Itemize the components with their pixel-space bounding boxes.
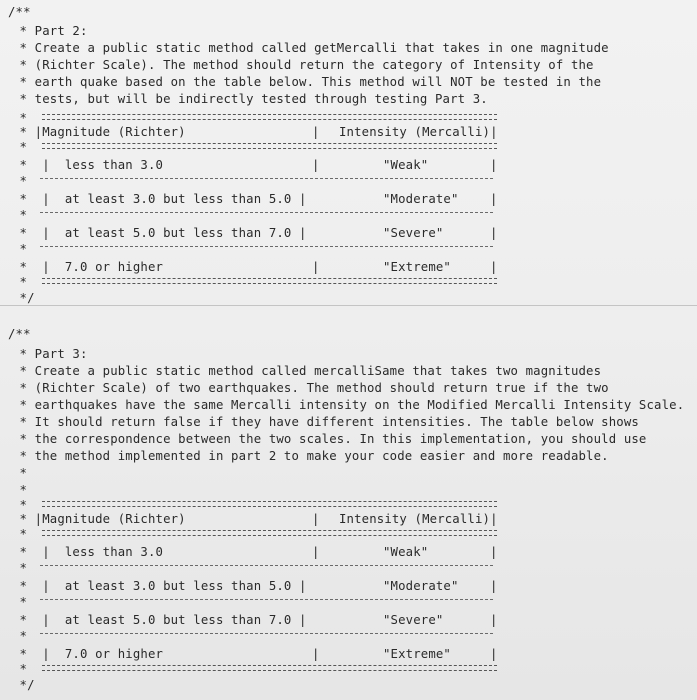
part2-text-line: * (Richter Scale). The method should return the category of Intensity of the <box>12 58 594 72</box>
part3-header-sep: | <box>312 512 320 526</box>
part3-row-magnitude: * | less than 3.0 <box>12 545 164 559</box>
part2-row-intensity: "Moderate" <box>383 192 459 206</box>
part2-row-divider <box>40 246 493 248</box>
part3-text-line: * <box>12 483 28 497</box>
part2-row-sep: | <box>312 260 320 274</box>
part3-star: * <box>12 662 28 676</box>
part3-text-line: * earthquakes have the same Mercalli intensity on the Modified Mercalli Intensity Scale. <box>12 398 685 412</box>
part3-row-divider <box>40 633 493 635</box>
part3-table-header-rule <box>42 530 497 536</box>
part3-row-intensity: "Weak" <box>383 545 429 559</box>
part2-row-end: | <box>490 158 498 172</box>
part3-star: * <box>12 498 28 512</box>
part3-row-sep: | <box>312 545 320 559</box>
part2-comment-close: */ <box>12 291 35 305</box>
part2-text-line: * earth quake based on the table below. This method will NOT be tested in the <box>12 75 602 89</box>
part2-row-divider <box>40 178 493 180</box>
part3-star: * <box>12 561 28 575</box>
part3-text-line: * the method implemented in part 2 to make your code easier and more readable. <box>12 449 609 463</box>
part3-row-intensity: "Severe" <box>383 613 444 627</box>
part3-header-intensity: Intensity (Mercalli)| <box>339 512 498 526</box>
part2-comment-open: /** <box>8 5 31 19</box>
part2-star: * <box>12 275 28 289</box>
part3-row-magnitude: * | 7.0 or higher <box>12 647 164 661</box>
part2-row-intensity: "Weak" <box>383 158 429 172</box>
part3-text-line: * Part 3: <box>12 347 88 361</box>
part3-star: * <box>12 527 28 541</box>
part2-row-end: | <box>490 260 498 274</box>
part3-row-end: | <box>490 613 498 627</box>
part3-row-magnitude: * | at least 3.0 but less than 5.0 | <box>12 579 307 593</box>
part2-star: * <box>12 111 28 125</box>
part3-header-magnitude: * |Magnitude (Richter) <box>12 512 186 526</box>
part3-text-line: * <box>12 466 28 480</box>
part2-row-divider <box>40 212 493 214</box>
part2-table-bottom-rule <box>42 278 497 284</box>
part2-header-magnitude: * |Magnitude (Richter) <box>12 125 186 139</box>
part2-row-end: | <box>490 226 498 240</box>
part3-row-divider <box>40 599 493 601</box>
part2-text-line: * Create a public static method called getMercalli that takes in one magnitude <box>12 41 609 55</box>
part3-row-end: | <box>490 579 498 593</box>
part2-row-intensity: "Extreme" <box>383 260 451 274</box>
part2-row-magnitude: * | at least 3.0 but less than 5.0 | <box>12 192 307 206</box>
part2-text-line: * tests, but will be indirectly tested through testing Part 3. <box>12 92 488 106</box>
part3-star: * <box>12 629 28 643</box>
part3-star: * <box>12 595 28 609</box>
part2-row-sep: | <box>312 158 320 172</box>
part3-text-line: * (Richter Scale) of two earthquakes. The method should return true if the two <box>12 381 609 395</box>
part3-row-divider <box>40 565 493 567</box>
part3-table-top-rule <box>42 501 497 507</box>
part3-row-intensity: "Extreme" <box>383 647 451 661</box>
part2-header-sep: | <box>312 125 320 139</box>
part3-table-bottom-rule <box>42 665 497 671</box>
separator-line <box>0 305 697 306</box>
part3-row-end: | <box>490 545 498 559</box>
part2-header-intensity: Intensity (Mercalli)| <box>339 125 498 139</box>
part3-row-intensity: "Moderate" <box>383 579 459 593</box>
part3-row-end: | <box>490 647 498 661</box>
part3-text-line: * Create a public static method called mercalliSame that takes two magnitudes <box>12 364 602 378</box>
part3-text-line: * the correspondence between the two scales. In this implementation, you should use <box>12 432 647 446</box>
part2-row-intensity: "Severe" <box>383 226 444 240</box>
part2-row-magnitude: * | at least 5.0 but less than 7.0 | <box>12 226 307 240</box>
part3-comment-close: */ <box>12 678 35 692</box>
part2-star: * <box>12 208 28 222</box>
part2-text-line: * Part 2: <box>12 24 88 38</box>
part2-star: * <box>12 140 28 154</box>
part2-row-magnitude: * | less than 3.0 <box>12 158 164 172</box>
part3-comment-open: /** <box>8 327 31 341</box>
part3-row-sep: | <box>312 647 320 661</box>
part3-text-line: * It should return false if they have different intensities. The table below shows <box>12 415 639 429</box>
part2-star: * <box>12 242 28 256</box>
part2-star: * <box>12 174 28 188</box>
part2-table-header-rule <box>42 143 497 149</box>
part2-row-magnitude: * | 7.0 or higher <box>12 260 164 274</box>
part2-row-end: | <box>490 192 498 206</box>
part3-row-magnitude: * | at least 5.0 but less than 7.0 | <box>12 613 307 627</box>
part2-table-top-rule <box>42 114 497 120</box>
